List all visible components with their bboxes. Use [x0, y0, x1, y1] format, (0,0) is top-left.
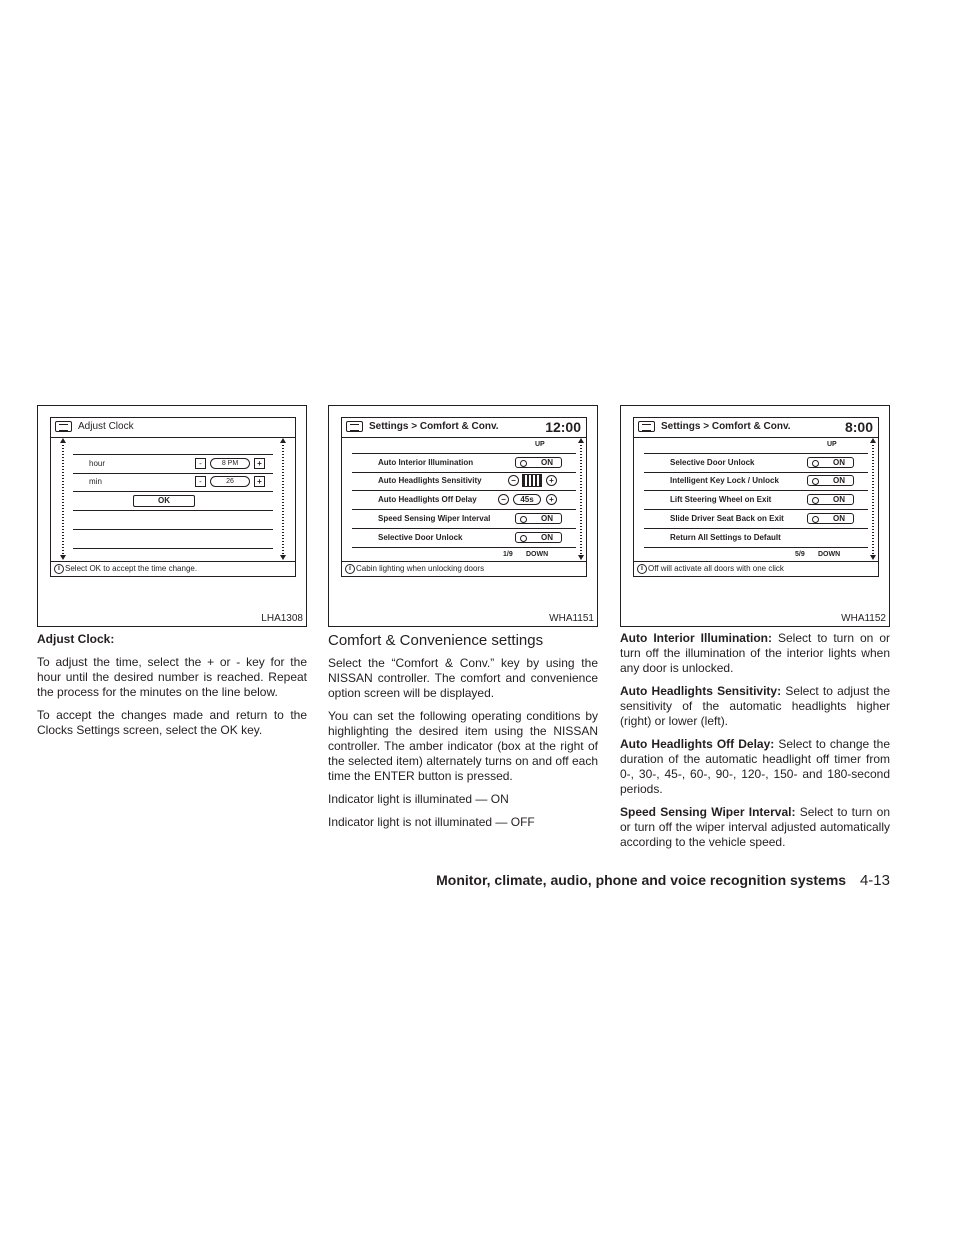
scroll-down-arrow-icon — [870, 555, 876, 560]
indicator-dot-icon — [520, 535, 527, 542]
right-scrollbar[interactable] — [577, 438, 585, 560]
screen-title: Adjust Clock — [78, 421, 134, 432]
screen-footer — [51, 561, 295, 576]
ok-row — [73, 492, 273, 511]
scroll-track — [580, 442, 582, 556]
delay-minus-button[interactable]: − — [498, 494, 509, 505]
setting-label: Slide Driver Seat Back on Exit — [670, 514, 784, 523]
column-adjust-clock — [37, 632, 307, 746]
setting-row[interactable] — [644, 453, 868, 473]
figure-comfort-settings-5 — [620, 405, 890, 627]
clock: 8:00 — [844, 419, 873, 435]
setting-row[interactable] — [644, 472, 868, 491]
paragraph: Select the “Comfort & Conv.” key by using the NISSAN controller. The comfort and convenience option screen will be displayed. — [328, 656, 598, 700]
hour-row[interactable] — [73, 454, 273, 474]
scroll-down-label[interactable]: DOWN — [526, 551, 549, 558]
paragraph: To adjust the time, select the + or - key for the hour until the desired number is reached. Repeat the process for the minutes on the line below. — [37, 655, 307, 699]
toggle-indicator[interactable]: ON — [807, 475, 854, 486]
min-plus-button[interactable]: + — [254, 476, 265, 487]
screen-header — [51, 418, 295, 438]
setting-desc: Select to turn on or turn off the wiper interval adjusted automatically according to the vehicle speed. — [620, 805, 890, 849]
sensitivity-plus-button[interactable]: + — [546, 475, 557, 486]
right-scrollbar[interactable] — [869, 438, 877, 560]
hour-value: 8 PM — [210, 458, 250, 469]
setting-term: Auto Interior Illumination: — [620, 631, 772, 645]
menu-icon[interactable] — [346, 421, 363, 432]
info-icon: i — [345, 564, 355, 574]
indicator-dot-icon — [520, 460, 527, 467]
hour-plus-button[interactable]: + — [254, 458, 265, 469]
paragraph: Indicator light is not illuminated — OFF — [328, 815, 535, 829]
menu-icon[interactable] — [55, 421, 72, 432]
scroll-up-label[interactable]: UP — [535, 441, 545, 448]
toggle-indicator[interactable]: ON — [515, 532, 562, 543]
setting-term: Auto Headlights Off Delay: — [620, 737, 775, 751]
indicator-dot-icon — [812, 516, 819, 523]
paragraph: To accept the changes made and return to the Clocks Settings screen, select the OK key. — [37, 708, 307, 737]
left-scrollbar[interactable] — [59, 438, 67, 560]
scroll-down-label[interactable]: DOWN — [818, 551, 841, 558]
sensitivity-level-bar-icon — [522, 474, 542, 487]
min-row[interactable] — [73, 473, 273, 492]
screen-header — [634, 418, 878, 438]
toggle-indicator[interactable]: ON — [807, 513, 854, 524]
setting-label: Selective Door Unlock — [670, 458, 755, 467]
empty-row — [73, 530, 273, 549]
figure-id: LHA1308 — [261, 613, 303, 624]
setting-desc: Select to turn on or turn off the illumination of the interior lights when any door is unlocked. — [620, 631, 891, 675]
setting-row[interactable] — [644, 491, 868, 510]
setting-desc: Select to adjust the sensitivity of the automatic headlights higher (right) or lower (left). — [620, 684, 890, 728]
screen-footer — [342, 561, 586, 576]
figure-id: WHA1151 — [549, 613, 594, 624]
screen-title: Settings > Comfort & Conv. — [661, 421, 791, 432]
section-heading: Comfort & Convenience settings — [328, 632, 544, 649]
screen-footer — [634, 561, 878, 576]
scroll-down-arrow-icon — [280, 555, 286, 560]
setting-label: Speed Sensing Wiper Interval — [378, 514, 491, 523]
adjust-clock-screen — [50, 417, 296, 577]
setting-row[interactable] — [352, 453, 576, 473]
setting-description — [620, 684, 890, 729]
setting-description — [620, 737, 890, 797]
hour-label: hour — [89, 459, 106, 468]
setting-label: Return All Settings to Default — [670, 533, 781, 542]
empty-row — [73, 511, 273, 530]
page-indicator: 5/9 — [795, 551, 805, 558]
screen-title: Settings > Comfort & Conv. — [369, 421, 499, 432]
right-scrollbar[interactable] — [279, 438, 287, 560]
delay-value: 45s — [513, 494, 541, 505]
ok-button[interactable]: OK — [133, 495, 195, 507]
footer-hint: Cabin lighting when unlocking doors — [356, 564, 485, 573]
toggle-indicator[interactable]: ON — [515, 457, 562, 468]
toggle-indicator[interactable]: ON — [515, 513, 562, 524]
page-footer — [436, 872, 890, 889]
setting-label: Auto Interior Illumination — [378, 458, 474, 467]
page-indicator: 1/9 — [503, 551, 513, 558]
setting-row[interactable] — [644, 510, 868, 529]
setting-label: Auto Headlights Sensitivity — [378, 476, 482, 485]
screen-header — [342, 418, 586, 438]
section-title: Monitor, climate, audio, phone and voice recognition systems — [436, 872, 847, 888]
clock: 12:00 — [545, 419, 581, 435]
setting-term: Auto Headlights Sensitivity: — [620, 684, 782, 698]
setting-desc: Select to change the duration of the automatic headlight off timer from 0-, 30-, 45-, 60-, 90-, 120-, 150- and 180-second periods. — [620, 737, 890, 796]
toggle-indicator[interactable]: ON — [807, 494, 854, 505]
figure-id: WHA1152 — [841, 613, 886, 624]
paragraph: Indicator light is illuminated — ON — [328, 792, 509, 806]
setting-description — [620, 805, 890, 850]
info-icon: i — [54, 564, 64, 574]
page-number: 4-13 — [859, 872, 890, 889]
setting-description — [620, 631, 890, 676]
paragraph: You can set the following operating conditions by highlighting the desired item using the NISSAN controller. The amber indicator (box at the right of the selected item) alternately turns on and off each time the ENTER button is pressed. — [328, 709, 598, 783]
setting-label: Auto Headlights Off Delay — [378, 495, 477, 504]
comfort-screen-page-5 — [633, 417, 879, 577]
indicator-dot-icon — [812, 460, 819, 467]
figure-adjust-clock — [37, 405, 307, 627]
adjust-clock-heading: Adjust Clock: — [37, 632, 115, 646]
indicator-dot-icon — [520, 516, 527, 523]
min-label: min — [89, 477, 102, 486]
indicator-dot-icon — [812, 478, 819, 485]
scroll-down-arrow-icon — [578, 555, 584, 560]
setting-label: Selective Door Unlock — [378, 533, 463, 542]
footer-hint: Select OK to accept the time change. — [65, 564, 198, 573]
sensitivity-minus-button[interactable]: − — [508, 475, 519, 486]
min-minus-button[interactable]: - — [195, 476, 206, 487]
scroll-track — [872, 442, 874, 556]
column-setting-descriptions — [620, 631, 890, 858]
setting-label: Lift Steering Wheel on Exit — [670, 495, 772, 504]
setting-row[interactable] — [352, 491, 576, 510]
setting-label: Intelligent Key Lock / Unlock — [670, 476, 779, 485]
delay-plus-button[interactable]: + — [546, 494, 557, 505]
info-icon: i — [637, 564, 647, 574]
setting-row[interactable] — [352, 472, 576, 491]
scroll-track — [282, 442, 284, 556]
hour-minus-button[interactable]: - — [195, 458, 206, 469]
setting-row[interactable] — [352, 529, 576, 548]
scroll-track — [62, 442, 64, 556]
toggle-indicator[interactable]: ON — [807, 457, 854, 468]
figure-comfort-settings-1 — [328, 405, 598, 627]
scroll-down-arrow-icon — [60, 555, 66, 560]
comfort-screen-page-1 — [341, 417, 587, 577]
scroll-up-label[interactable]: UP — [827, 441, 837, 448]
setting-row[interactable] — [352, 510, 576, 529]
indicator-dot-icon — [812, 497, 819, 504]
column-comfort-settings — [328, 632, 598, 838]
footer-hint: Off will activate all doors with one click — [648, 564, 784, 573]
setting-term: Speed Sensing Wiper Interval: — [620, 805, 796, 819]
min-value: 26 — [210, 476, 250, 487]
menu-icon[interactable] — [638, 421, 655, 432]
setting-row[interactable] — [644, 529, 868, 548]
